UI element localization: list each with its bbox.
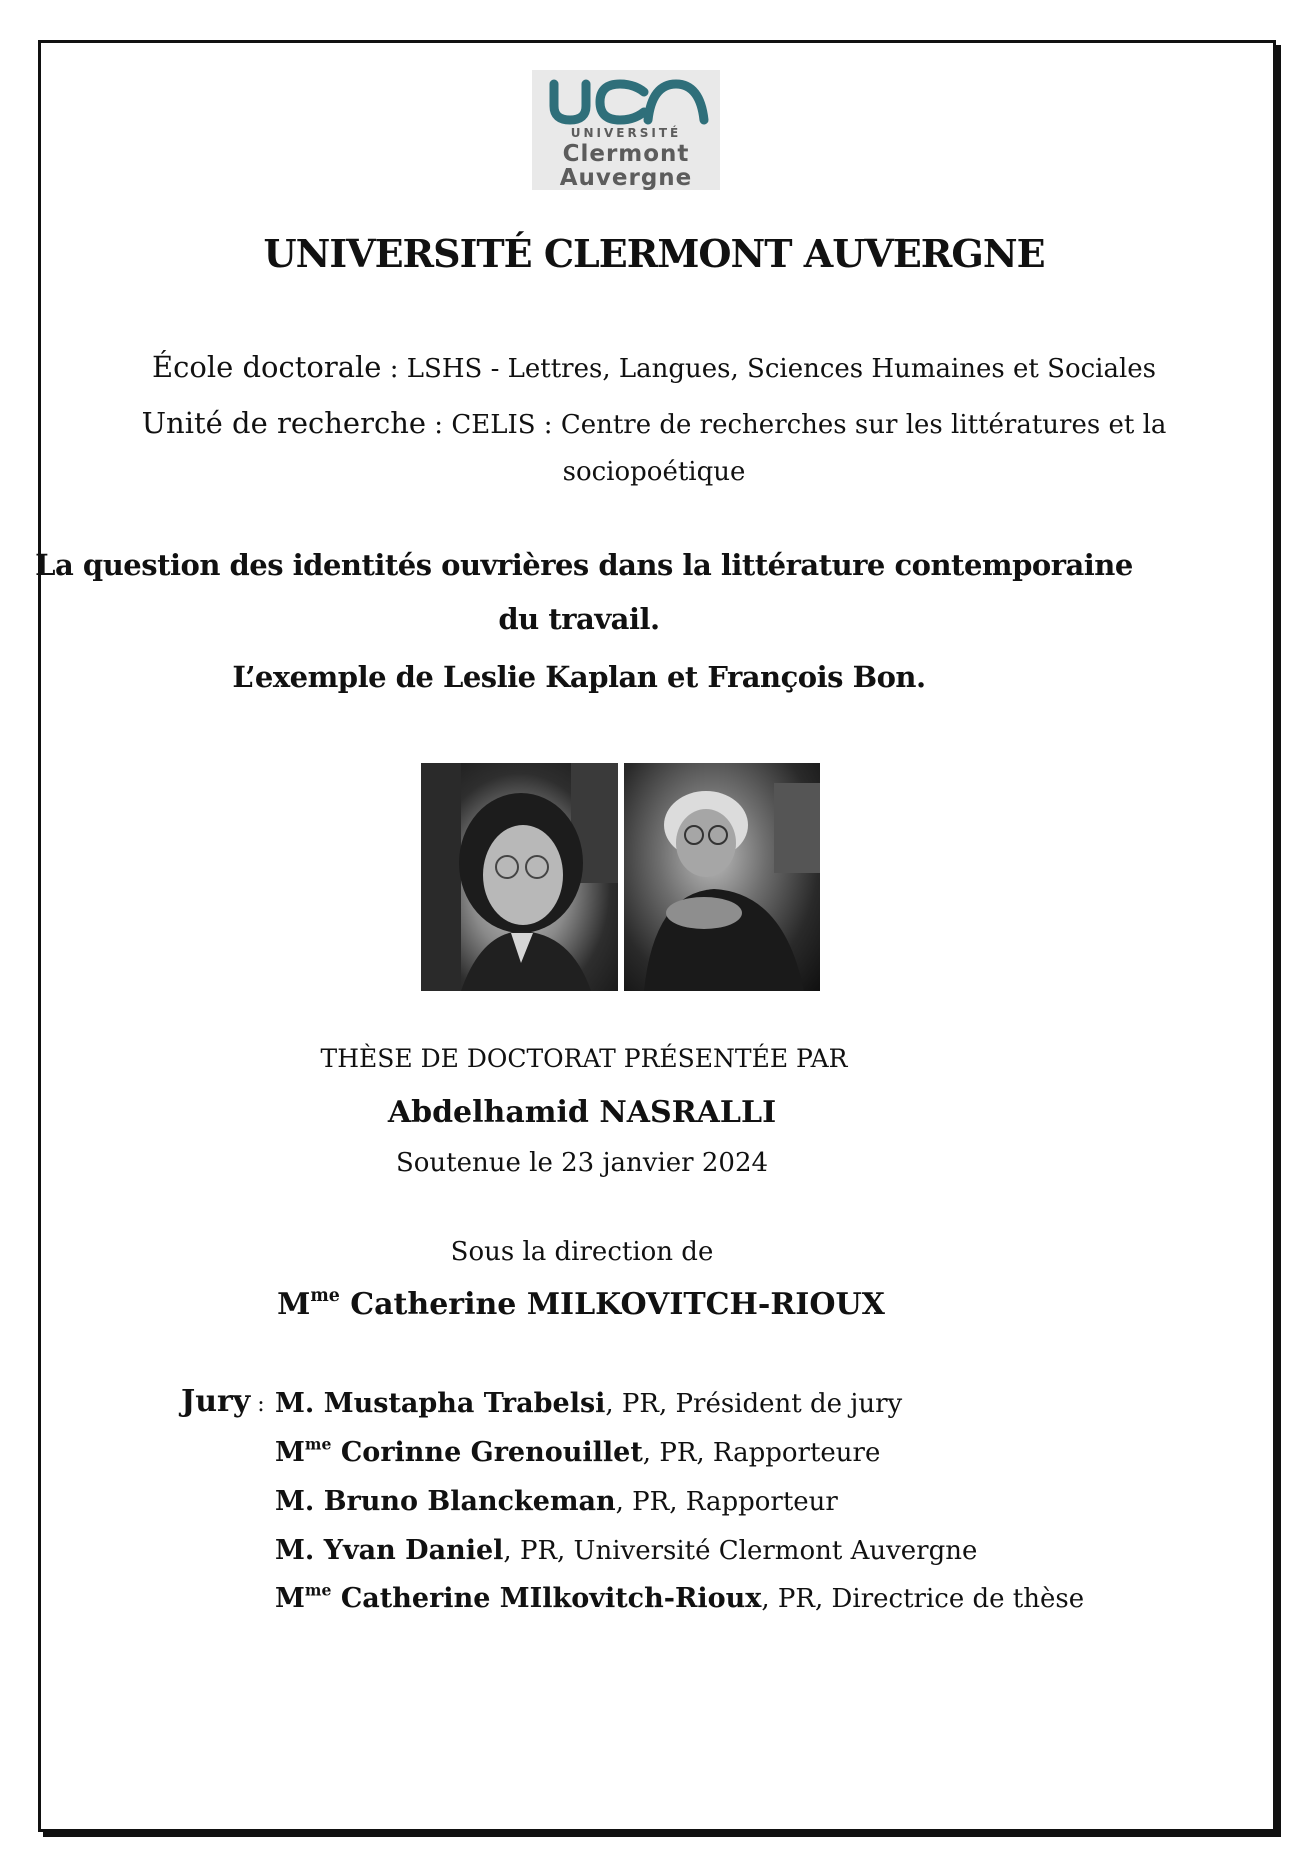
jury-member-sup: me xyxy=(304,1580,332,1600)
ecole-doctorale xyxy=(0,350,1308,384)
jury-member-role: , PR, Directrice de thèse xyxy=(761,1584,1085,1614)
jury-member xyxy=(275,1535,977,1566)
director-name-text: Catherine MILKOVITCH-RIOUX xyxy=(339,1287,885,1322)
director-prefix-sup: me xyxy=(310,1285,340,1306)
jury-label xyxy=(181,1384,265,1419)
jury-member-prefix: M xyxy=(275,1583,305,1614)
university-logo xyxy=(532,70,720,190)
logo-line-clermont: Clermont xyxy=(562,141,690,167)
logo-line-universite: UNIVERSITÉ xyxy=(570,126,682,140)
direction-label: Sous la direction de xyxy=(450,1237,714,1267)
director-name xyxy=(0,1287,1235,1322)
jury-member-role: , PR, Rapporteure xyxy=(642,1438,881,1468)
jury-member xyxy=(275,1486,838,1517)
jury-member xyxy=(275,1388,902,1419)
jury-label-text: Jury xyxy=(181,1384,251,1419)
jury-member xyxy=(275,1434,881,1468)
jury-member-name: Bruno Blanckeman xyxy=(314,1486,616,1517)
jury-member-prefix: M. xyxy=(275,1486,315,1517)
ecole-doctorale-value: : LSHS - Lettres, Langues, Sciences Humaines et Sociales xyxy=(381,354,1157,384)
jury-member-name: Mustapha Trabelsi xyxy=(314,1388,606,1419)
unite-recherche-value: : CELIS : Centre de recherches sur les littératures et la xyxy=(426,410,1167,440)
jury-member-role: , PR, Président de jury xyxy=(605,1389,903,1419)
jury-member-role: , PR, Rapporteur xyxy=(615,1487,838,1517)
unite-recherche-continued: sociopoétique xyxy=(562,457,746,487)
jury-member-prefix: M. xyxy=(275,1535,315,1566)
uca-logo-icon xyxy=(540,76,712,128)
jury-member-name: Corinne Grenouillet xyxy=(331,1437,643,1468)
jury-label-sep: : xyxy=(250,1392,265,1417)
director-prefix: M xyxy=(277,1287,311,1322)
these-label: THÈSE DE DOCTORAT PRÉSENTÉE PAR xyxy=(320,1044,848,1073)
author-name: Abdelhamid NASRALLI xyxy=(387,1095,777,1130)
thesis-title-line-3: L’exemple de Leslie Kaplan et François Bon. xyxy=(232,660,926,694)
ecole-doctorale-label: École doctorale xyxy=(151,350,382,384)
portrait-photo-left xyxy=(421,763,618,991)
jury-member-name: Yvan Daniel xyxy=(314,1535,504,1566)
jury-member-sup: me xyxy=(304,1434,332,1454)
jury-member-name: Catherine MIlkovitch-Rioux xyxy=(331,1583,762,1614)
unite-recherche-label: Unité de recherche xyxy=(141,406,427,440)
thesis-title-line-1: La question des identités ouvrières dans la littérature contemporaine xyxy=(35,548,1133,582)
university-name: UNIVERSITÉ CLERMONT AUVERGNE xyxy=(263,231,1045,276)
jury-member-role: , PR, Université Clermont Auvergne xyxy=(503,1536,978,1566)
logo-line-auvergne: Auvergne xyxy=(559,165,693,191)
portrait-photo-right xyxy=(624,763,820,991)
jury-member-prefix: M. xyxy=(275,1388,315,1419)
defense-date: Soutenue le 23 janvier 2024 xyxy=(395,1148,769,1178)
jury-member-prefix: M xyxy=(275,1437,305,1468)
unite-recherche xyxy=(0,406,1308,440)
jury-member xyxy=(275,1580,1085,1614)
thesis-title-line-2: du travail. xyxy=(498,602,660,636)
